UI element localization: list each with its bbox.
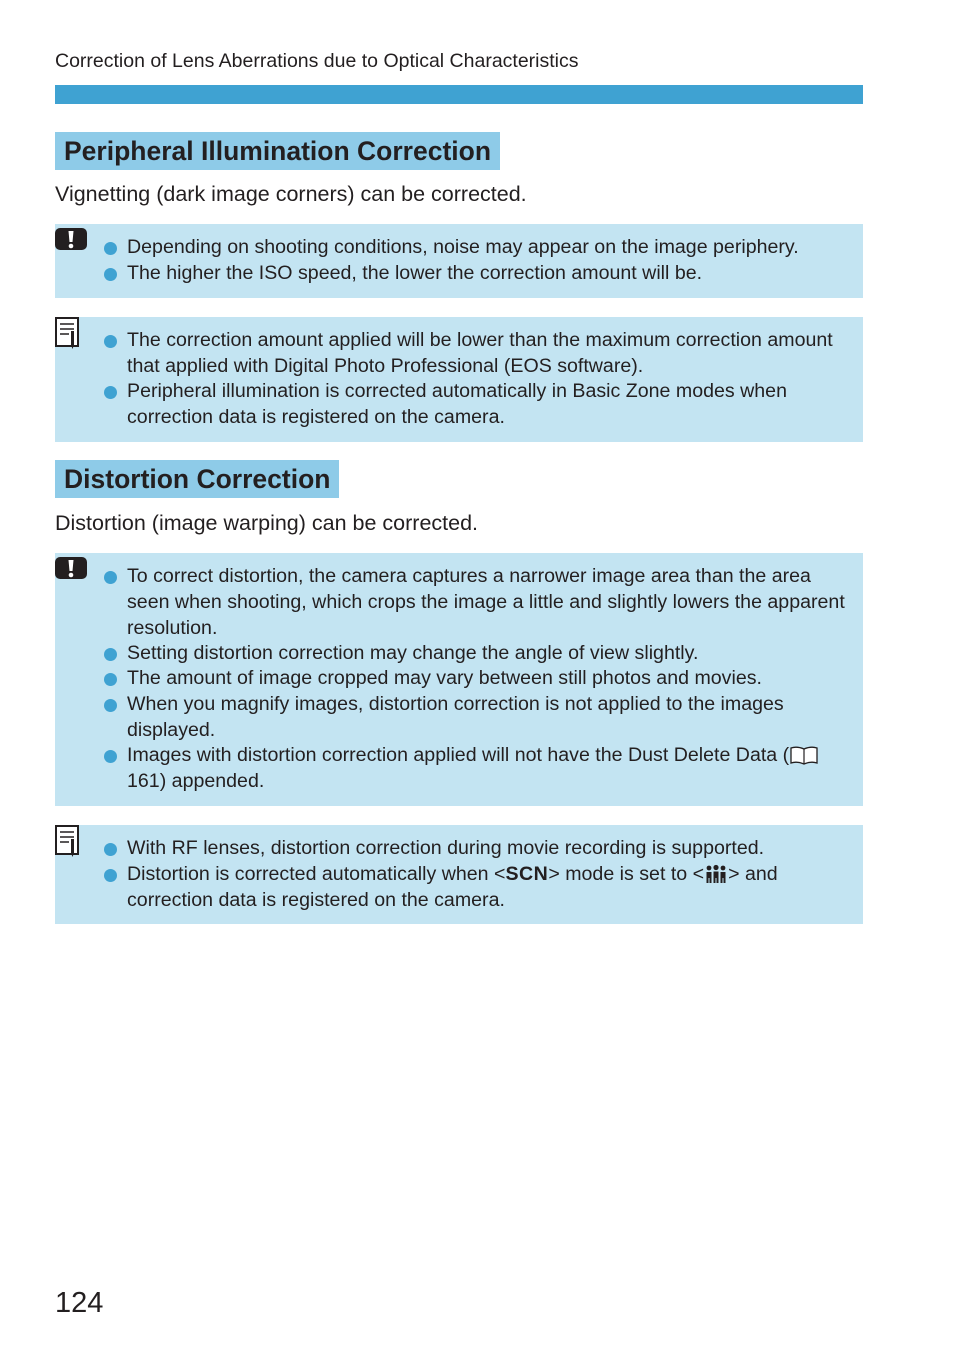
caution-item-text — [127, 743, 855, 795]
header-accent-bar — [55, 85, 863, 104]
note-item-scn — [104, 862, 855, 914]
section-intro-distortion: Distortion (image warping) can be corrected. — [55, 511, 479, 535]
caution-item-text: Depending on shooting conditions, noise may appear on the image periphery. — [127, 236, 799, 258]
caution-box-peripheral — [55, 224, 863, 298]
bullet-dot — [104, 648, 117, 661]
note-item-text — [127, 862, 855, 914]
note-item-text: With RF lenses, distortion correction during movie recording is supported. — [127, 837, 765, 859]
scn-text-part1: Distortion is corrected automatically when < — [127, 863, 506, 885]
note-item — [104, 328, 855, 380]
note-item — [104, 379, 855, 431]
caution-item-dust-delete — [104, 743, 855, 795]
bullet-dot — [104, 869, 117, 882]
caution-item — [104, 641, 855, 667]
bullet-dot — [104, 750, 117, 763]
caution-box-distortion — [55, 553, 863, 806]
caution-item — [104, 261, 855, 287]
note-memo-icon — [55, 317, 81, 351]
scn-text-part2: > mode is set to < — [548, 863, 705, 885]
note-item-text: Peripheral illumination is corrected automatically in Basic Zone modes when correction data is registered on the camera. — [127, 380, 787, 428]
bullet-dot — [104, 843, 117, 856]
bullet-dot — [104, 268, 117, 281]
caution-icon — [55, 224, 87, 256]
caution-icon — [55, 553, 87, 585]
running-header: Correction of Lens Aberrations due to Optical Characteristics — [55, 50, 579, 72]
caution-item-text: Setting distortion correction may change the angle of view slightly. — [127, 642, 699, 664]
caution-item — [104, 666, 855, 692]
dust-text-after: ) appended. — [159, 769, 265, 792]
caution-item — [104, 235, 855, 261]
section-intro-peripheral: Vignetting (dark image corners) can be corrected. — [55, 182, 527, 206]
bullet-dot — [104, 699, 117, 712]
caution-item-text: To correct distortion, the camera captures a narrower image area than the area seen when shooting, which crops the image a little and slightly lowers the apparent resolution. — [127, 565, 845, 639]
dust-text-before: Images with distortion correction applied will not have the Dust Delete Data ( — [127, 744, 790, 766]
note-item — [104, 836, 855, 862]
caution-item — [104, 564, 855, 641]
caution-item — [104, 692, 855, 744]
note-item-text: The correction amount applied will be lower than the maximum correction amount that applied with Digital Photo Professional (EOS software). — [127, 329, 833, 377]
section-heading-distortion: Distortion Correction — [55, 460, 339, 498]
bullet-dot — [104, 673, 117, 686]
scn-mode-label: SCN — [505, 863, 549, 885]
bullet-dot — [104, 571, 117, 584]
bullet-dot — [104, 386, 117, 399]
caution-item-text: When you magnify images, distortion correction is not applied to the images displayed. — [127, 693, 784, 741]
note-box-distortion — [55, 825, 863, 924]
note-box-peripheral — [55, 317, 863, 442]
scn-text-part3: > and correction data is registered on the camera. — [127, 863, 778, 911]
group-photo-icon — [704, 864, 728, 884]
section-heading-peripheral: Peripheral Illumination Correction — [55, 132, 500, 170]
bullet-dot — [104, 335, 117, 348]
caution-item-text: The amount of image cropped may vary between still photos and movies. — [127, 667, 762, 689]
page-reference[interactable]: 161 — [127, 769, 160, 792]
bullet-dot — [104, 242, 117, 255]
book-reference-icon — [789, 745, 819, 765]
caution-item-text: The higher the ISO speed, the lower the correction amount will be. — [127, 262, 703, 284]
page-number: 124 — [55, 1287, 104, 1319]
note-memo-icon — [55, 825, 81, 859]
